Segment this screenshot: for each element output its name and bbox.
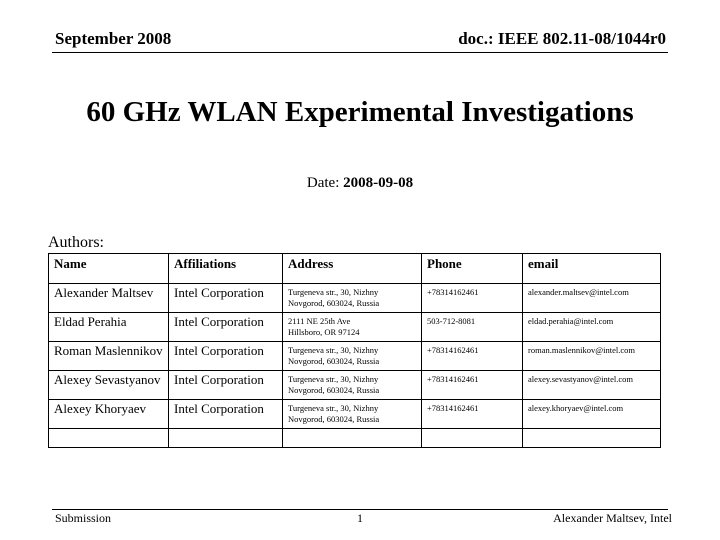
address-line: Turgeneva str., 30, Nizhny <box>288 287 379 297</box>
table-row <box>49 400 661 429</box>
author-name: Alexey Sevastyanov <box>49 371 169 400</box>
column-header: Address <box>283 254 422 284</box>
column-header: email <box>523 254 661 284</box>
table-row-empty <box>49 429 661 448</box>
author-address <box>283 284 422 313</box>
authors-table <box>48 253 661 448</box>
slide-title: 60 GHz WLAN Experimental Investigations <box>86 96 634 128</box>
address-line: Turgeneva str., 30, Nizhny <box>288 374 379 384</box>
address-line: Novgorod, 603024, Russia <box>288 385 380 395</box>
table-row <box>49 313 661 342</box>
header-rule <box>52 52 668 53</box>
header-date: September 2008 <box>55 29 172 48</box>
header-doc-id: doc.: IEEE 802.11-08/1044r0 <box>458 29 666 48</box>
author-affiliation: Intel Corporation <box>169 342 283 371</box>
address-line: Hillsboro, OR 97124 <box>288 327 360 337</box>
author-affiliation: Intel Corporation <box>169 400 283 429</box>
author-address <box>283 313 422 342</box>
author-address <box>283 400 422 429</box>
address-line: Novgorod, 603024, Russia <box>288 298 380 308</box>
date-label: Date: <box>306 175 340 191</box>
authors-label: Authors: <box>48 234 104 251</box>
column-header: Phone <box>422 254 523 284</box>
address-line: 2111 NE 25th Ave <box>288 316 351 326</box>
author-name: Eldad Perahia <box>49 313 169 342</box>
author-affiliation: Intel Corporation <box>169 284 283 313</box>
address-line: Turgeneva str., 30, Nizhny <box>288 345 379 355</box>
empty-cell <box>169 429 283 448</box>
author-phone: +78314162461 <box>422 342 523 371</box>
author-email: roman.maslennikov@intel.com <box>523 342 661 371</box>
author-affiliation: Intel Corporation <box>169 313 283 342</box>
author-email: eldad.perahia@intel.com <box>523 313 661 342</box>
table-header-row <box>49 254 661 284</box>
author-phone: +78314162461 <box>422 400 523 429</box>
footer-submission: Submission <box>55 511 112 525</box>
column-header: Affiliations <box>169 254 283 284</box>
author-name: Roman Maslennikov <box>49 342 169 371</box>
author-phone: 503-712-8081 <box>422 313 523 342</box>
date-value: 2008-09-08 <box>343 175 414 191</box>
author-email: alexander.maltsev@intel.com <box>523 284 661 313</box>
author-name: Alexander Maltsev <box>49 284 169 313</box>
column-header: Name <box>49 254 169 284</box>
author-email: alexey.khoryaev@intel.com <box>523 400 661 429</box>
empty-cell <box>523 429 661 448</box>
address-line: Turgeneva str., 30, Nizhny <box>288 403 379 413</box>
author-address <box>283 342 422 371</box>
author-phone: +78314162461 <box>422 371 523 400</box>
footer-author: Alexander Maltsev, Intel <box>553 511 672 525</box>
table-row <box>49 284 661 313</box>
table-row <box>49 342 661 371</box>
address-line: Novgorod, 603024, Russia <box>288 414 380 424</box>
table-row <box>49 371 661 400</box>
author-phone: +78314162461 <box>422 284 523 313</box>
empty-cell <box>49 429 169 448</box>
date-line <box>0 175 720 192</box>
author-email: alexey.sevastyanov@intel.com <box>523 371 661 400</box>
author-address <box>283 371 422 400</box>
footer-rule <box>52 509 668 510</box>
page-number: 1 <box>357 511 363 525</box>
author-name: Alexey Khoryaev <box>49 400 169 429</box>
author-affiliation: Intel Corporation <box>169 371 283 400</box>
empty-cell <box>283 429 422 448</box>
empty-cell <box>422 429 523 448</box>
address-line: Novgorod, 603024, Russia <box>288 356 380 366</box>
